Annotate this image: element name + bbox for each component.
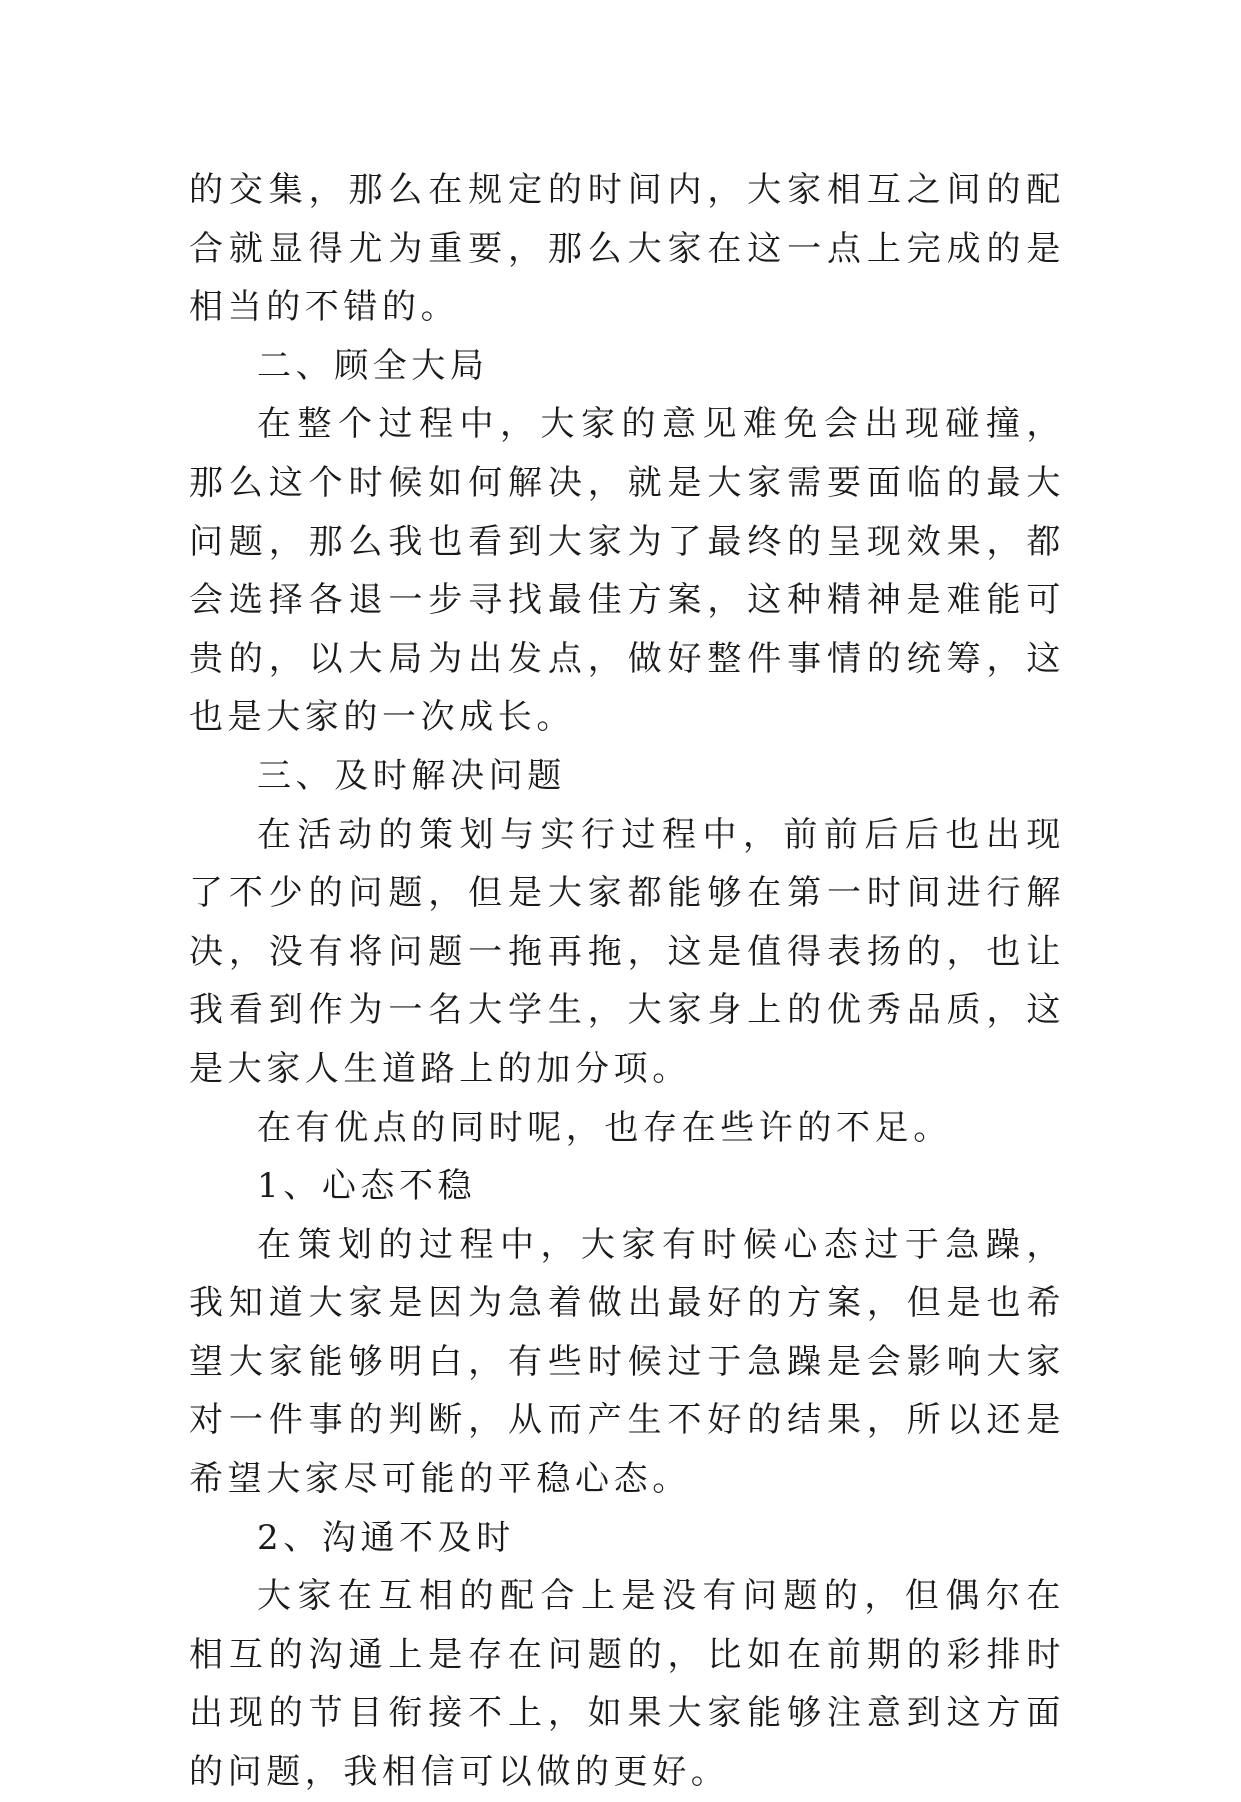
heading-item-2: 2、沟通不及时: [257, 1517, 515, 1558]
paragraph-problem-solving: 在活动的策划与实行过程中，前前后后也出现了不少的问题，但是大家都能够在第一时间进行解决，没有将问题一拖再拖，这是值得表扬的，也让我看到作为一名大学生，大家身上的优秀品质，这是大家人生道路上的加分项。: [189, 814, 1065, 1089]
paragraph-continuation: 的交集，那么在规定的时间内，大家相互之间的配合就显得尤为重要，那么大家在这一点上完成的是相当的不错的。: [189, 170, 1065, 328]
paragraph-communication: 大家在互相的配合上是没有问题的，但偶尔在相互的沟通上是存在问题的，比如在前期的彩排时出现的节目衔接不上，如果大家能够注意到这方面的问题，我相信可以做的更好。: [189, 1576, 1065, 1793]
paragraph-overall-view: 在整个过程中，大家的意见难免会出现碰撞，那么这个时候如何解决，就是大家需要面临的最大问题，那么我也看到大家为了最终的呈现效果，都会选择各退一步寻找最佳方案，这种精神是难能可贵的，以大局为出发点，做好整件事情的统筹，这也是大家的一次成长。: [189, 404, 1065, 738]
heading-section-3: 三、及时解决问题: [257, 755, 566, 796]
heading-section-2: 二、顾全大局: [257, 345, 489, 386]
heading-item-1: 1、心态不稳: [257, 1166, 477, 1207]
paragraph-mindset: 在策划的过程中，大家有时候心态过于急躁，我知道大家是因为急着做出最好的方案，但是也希望大家能够明白，有些时候过于急躁是会影响大家对一件事的判断，从而产生不好的结果，所以还是希望大家尽可能的平稳心态。: [189, 1224, 1065, 1500]
document-body: [189, 161, 1065, 1802]
paragraph-shortcomings-intro: 在有优点的同时呢，也存在些许的不足。: [257, 1107, 952, 1148]
